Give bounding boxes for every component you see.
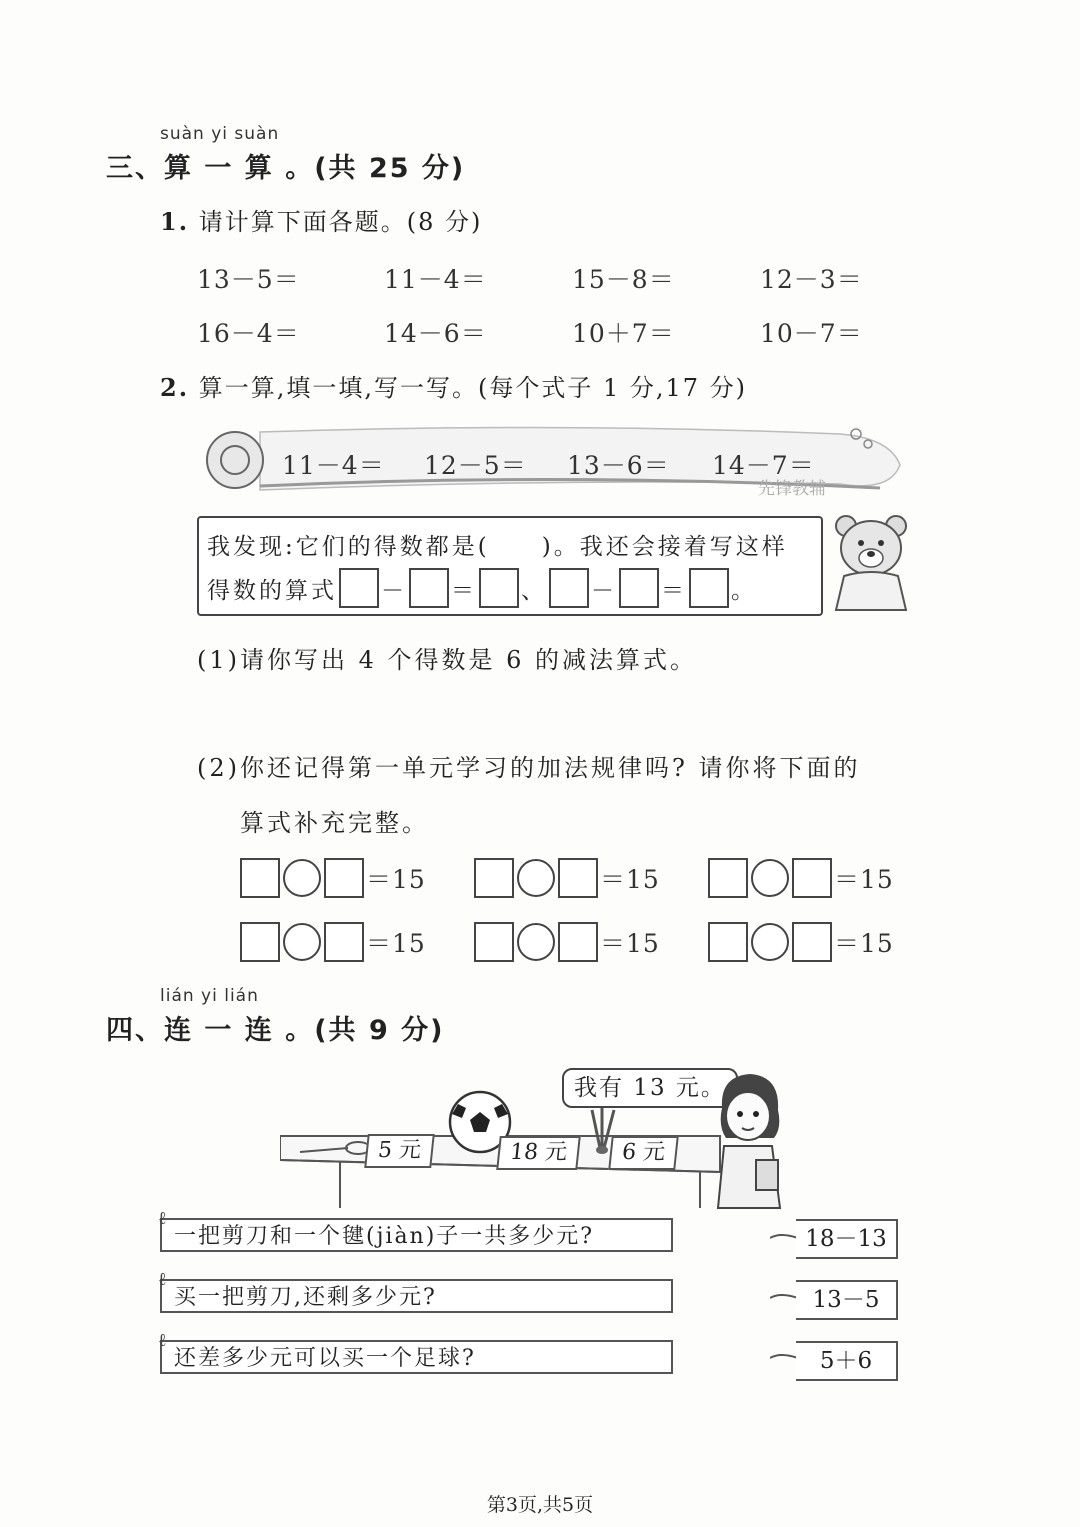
answer-box[interactable] — [324, 922, 364, 962]
blank-equation — [238, 922, 426, 962]
question-box[interactable]: 还差多少元可以买一个足球? — [160, 1340, 673, 1374]
finding-prefix: 得数的算式 — [207, 577, 337, 604]
section3-pinyin: suàn yi suàn — [160, 124, 280, 144]
sub2-line1: (2)你还记得第一单元学习的加法规律吗? 请你将下面的 — [197, 754, 861, 782]
hook-icon: ℓ — [158, 1269, 167, 1290]
blank-equation — [472, 858, 660, 898]
blank-equation — [706, 858, 894, 898]
q2-label: 2. — [160, 373, 190, 402]
girl-icon — [700, 1068, 795, 1210]
result-text: ＝15 — [366, 865, 426, 894]
answer-box[interactable] — [479, 568, 519, 608]
blank-equation — [706, 922, 894, 962]
operator-circle[interactable] — [517, 923, 555, 961]
finding-line2 — [207, 568, 757, 608]
result-text: ＝15 — [600, 865, 660, 894]
sub2-line2: 算式补充完整。 — [240, 809, 429, 837]
answer-box[interactable] — [792, 922, 832, 962]
question-box[interactable]: 一把剪刀和一个毽(jiàn)子一共多少元? — [160, 1218, 673, 1252]
operator-circle[interactable] — [283, 859, 321, 897]
answer-box[interactable] — [240, 858, 280, 898]
blank-equation — [238, 858, 426, 898]
answer-box[interactable] — [708, 922, 748, 962]
answer-box[interactable] — [324, 858, 364, 898]
answer-box[interactable] — [558, 858, 598, 898]
answer-tag[interactable]: 18－13 — [796, 1219, 898, 1259]
snail-icon — [207, 432, 263, 488]
equation: 16－4＝ — [197, 319, 300, 348]
equation: 12－3＝ — [760, 265, 863, 294]
finding-box — [197, 516, 823, 616]
page-footer: 第3页,共5页 — [486, 1494, 594, 1516]
section4-pinyin: lián yi lián — [160, 986, 259, 1006]
equation: 10－7＝ — [760, 319, 863, 348]
equation: 10＋7＝ — [572, 319, 675, 348]
q2-heading — [160, 368, 747, 403]
result-text: ＝15 — [600, 929, 660, 958]
blank-equation — [472, 922, 660, 962]
q1-heading — [160, 202, 482, 237]
answer-box[interactable] — [474, 858, 514, 898]
section4-title: 四、连 一 连 。(共 9 分) — [106, 1015, 445, 1046]
operator-circle[interactable] — [517, 859, 555, 897]
ribbon-equation: 14－7＝ — [712, 451, 815, 480]
q2-text: 算一算,填一填,写一写。(每个式子 1 分,17 分) — [198, 374, 748, 402]
finding-line1: 我发现:它们的得数都是( )。我还会接着写这样 — [207, 534, 788, 560]
answer-box[interactable] — [708, 858, 748, 898]
bear-icon — [826, 510, 918, 614]
result-text: ＝15 — [366, 929, 426, 958]
ribbon-equation: 13－6＝ — [567, 451, 670, 480]
answer-box[interactable] — [558, 922, 598, 962]
answer-box[interactable] — [474, 922, 514, 962]
operator-circle[interactable] — [751, 923, 789, 961]
answer-box[interactable] — [619, 568, 659, 608]
equals-sign: ＝ — [661, 577, 687, 604]
hook-icon: ℓ — [158, 1330, 167, 1351]
answer-box[interactable] — [792, 858, 832, 898]
q1-text: 请计算下面各题。(8 分) — [198, 208, 483, 236]
price-tag-scissors: 5 元 — [364, 1134, 435, 1168]
answer-tag[interactable]: 13－5 — [796, 1280, 898, 1320]
q1-label: 1. — [160, 207, 190, 236]
answer-box[interactable] — [240, 922, 280, 962]
equals-sign: ＝ — [451, 577, 477, 604]
ribbon-equation: 12－5＝ — [424, 451, 527, 480]
comma: 、 — [521, 577, 547, 604]
question-box[interactable]: 买一把剪刀,还剩多少元? — [160, 1279, 673, 1313]
minus-sign: － — [381, 577, 407, 604]
equation: 15－8＝ — [572, 265, 675, 294]
operator-circle[interactable] — [283, 923, 321, 961]
equation: 11－4＝ — [384, 265, 487, 294]
operator-circle[interactable] — [751, 859, 789, 897]
price-tag-ball: 18 元 — [496, 1136, 581, 1170]
hook-icon: ℓ — [158, 1208, 167, 1229]
answer-box[interactable] — [689, 568, 729, 608]
answer-box[interactable] — [409, 568, 449, 608]
answer-box[interactable] — [549, 568, 589, 608]
equation: 14－6＝ — [384, 319, 487, 348]
answer-box[interactable] — [339, 568, 379, 608]
sub1-text: (1)请你写出 4 个得数是 6 的减法算式。 — [197, 646, 698, 674]
equation: 13－5＝ — [197, 265, 300, 294]
ribbon-equation: 11－4＝ — [282, 451, 385, 480]
speech-bubble: 我有 13 元。 — [562, 1068, 738, 1108]
section3-title: 三、算 一 算 。(共 25 分) — [106, 153, 466, 184]
period: 。 — [731, 577, 757, 604]
minus-sign: － — [591, 577, 617, 604]
result-text: ＝15 — [834, 929, 894, 958]
result-text: ＝15 — [834, 865, 894, 894]
watermark: 先锋教辅 — [758, 479, 826, 499]
price-tag-shuttlecock: 6 元 — [608, 1136, 679, 1170]
answer-tag[interactable]: 5＋6 — [796, 1341, 898, 1381]
